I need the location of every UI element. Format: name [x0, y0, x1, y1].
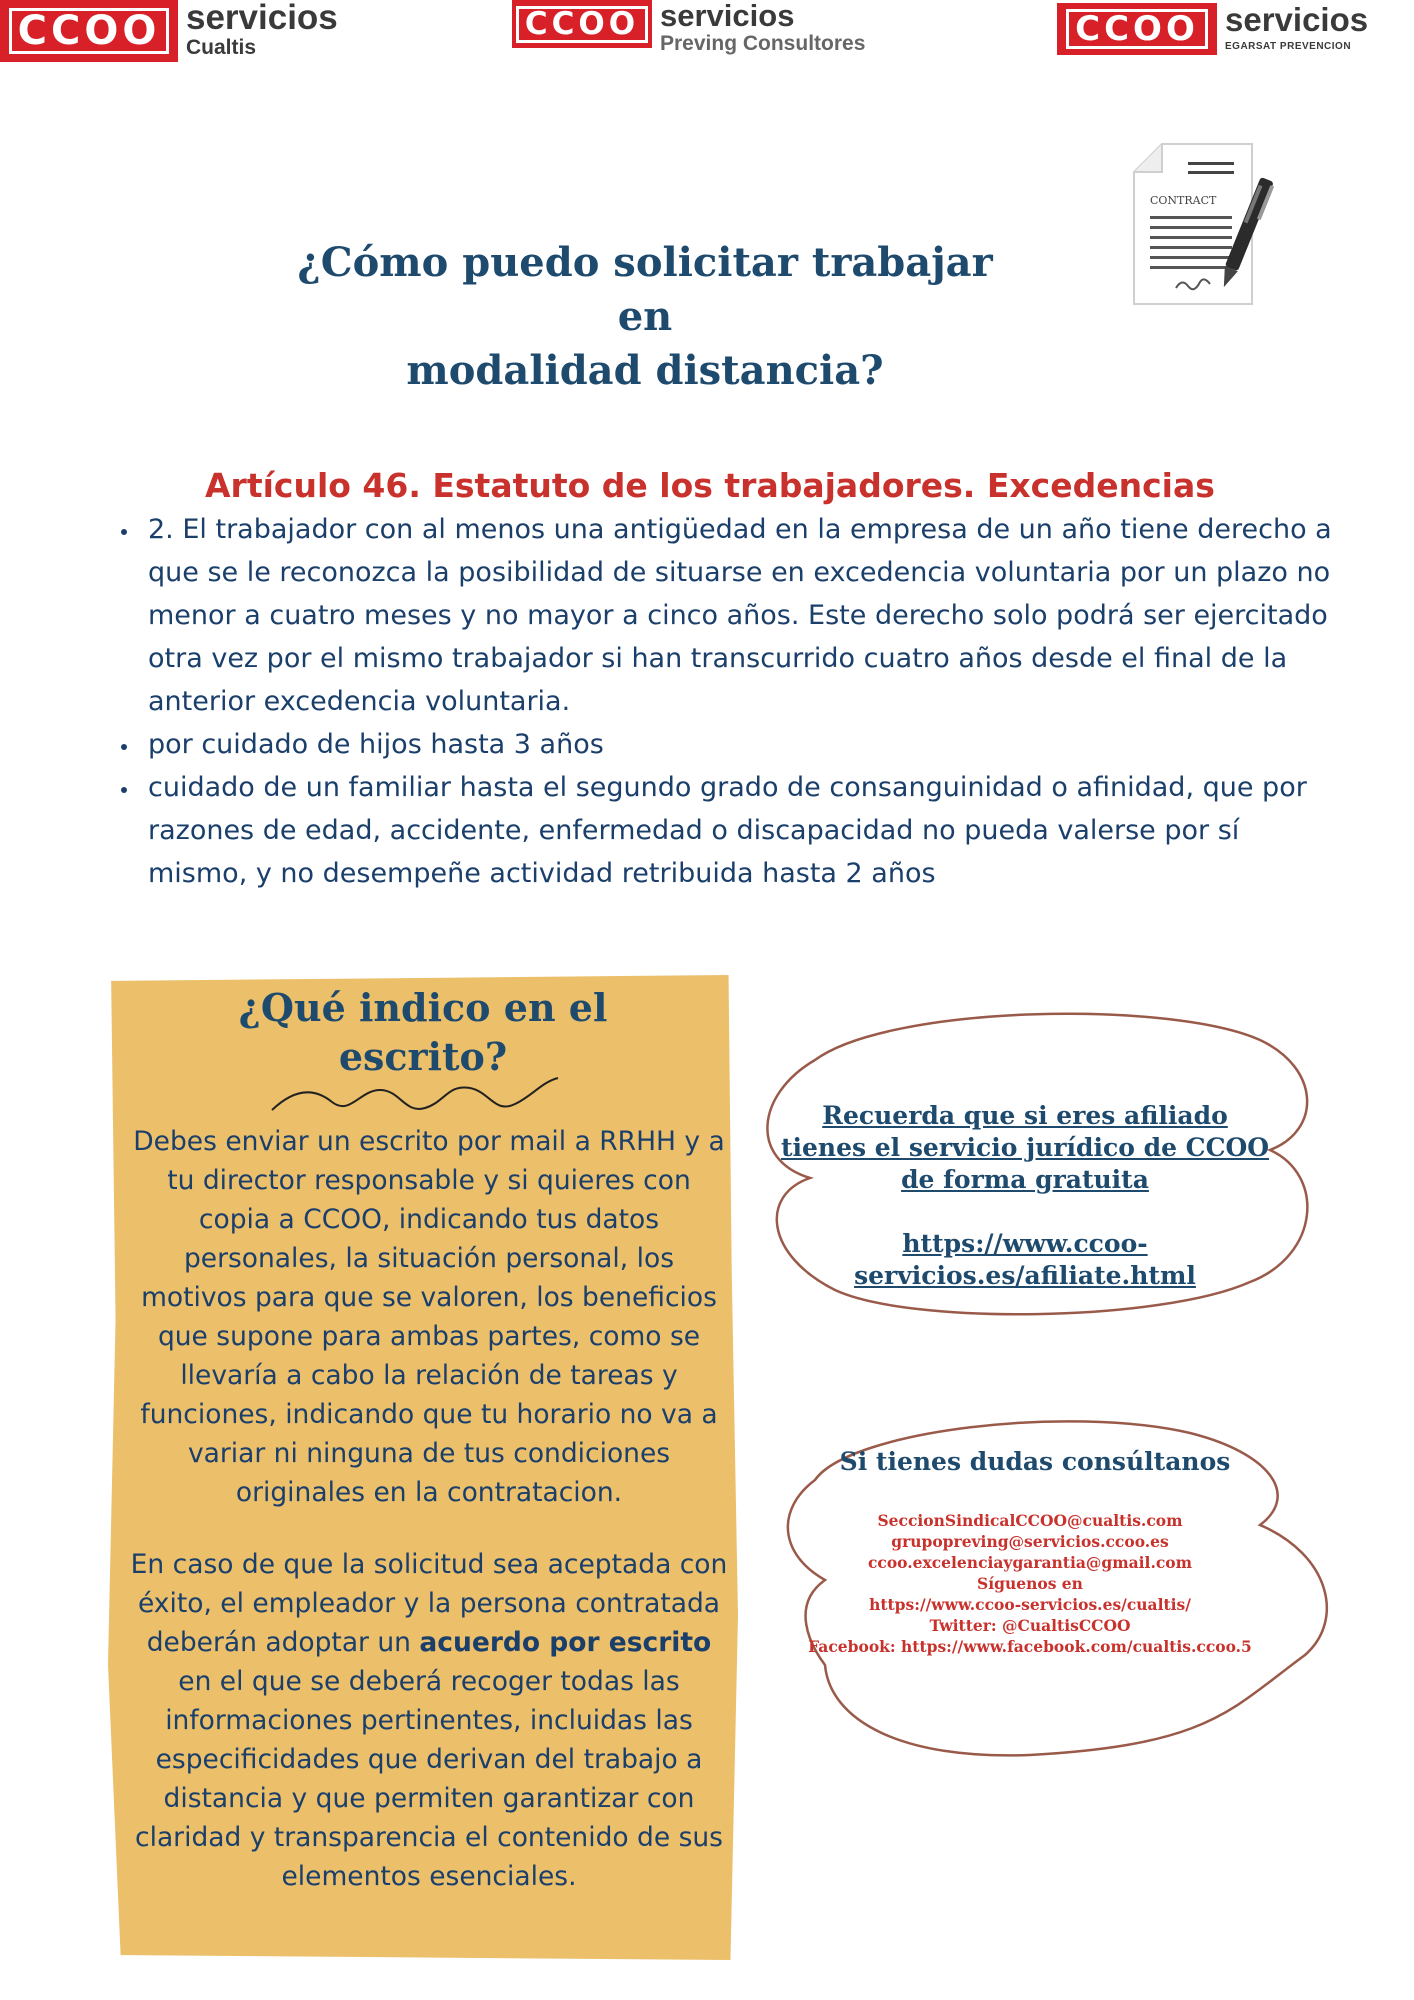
ccoo-logo-mark: CCOO	[512, 0, 652, 48]
contact-email[interactable]: ccoo.excelenciaygarantia@gmail.com	[867, 1553, 1193, 1572]
afiliate-link[interactable]: https://www.ccoo-servicios.es/afiliate.html	[854, 1229, 1196, 1290]
website-link[interactable]: https://www.ccoo-servicios.es/cualtis/	[869, 1595, 1191, 1614]
logo-preving	[512, 0, 865, 54]
list-item: • 2. El trabajador con al menos una antigüedad en la empresa de un año tiene derecho a que se le reconozca la posibilidad de situarse en excedencia voluntaria por un plazo no menor a cuatro meses y no mayor a cinco años. Este derecho solo podrá ser ejercitado otra vez por el mismo trabajador si han transcurrido cuatro años desde el final de la anterior excedencia voluntaria.	[140, 508, 1340, 723]
logo-servicios-text: servicios	[186, 0, 338, 37]
card-paragraph-1: Debes enviar un escrito por mail a RRHH y a tu director responsable y si quieres con copia a CCOO, indicando tus datos personales, la situación personal, los motivos para que se valoren, los beneficios que supone para ambas partes, como se llevaría a cabo la relación de tareas y funciones, indicando que tu horario no va a variar ni ninguna de tus condiciones originales en la contratacion.	[133, 1126, 725, 1508]
card-paragraph-2: En caso de que la solicitud sea aceptada con éxito, el empleador y la persona contratada deberán adoptar un acuerdo por escrito en el que se deberá recoger todas las informaciones pertinentes, incluidas las especificidades que derivan del trabajo a distancia y que permiten garantizar con claridad y transparencia el contenido de sus elementos esenciales.	[130, 1549, 728, 1892]
ccoo-logo-mark: CCOO	[1057, 3, 1217, 55]
page-title-line2: modalidad distancia?	[406, 347, 884, 394]
squiggle-decoration	[270, 1070, 560, 1120]
article-heading: Artículo 46. Estatuto de los trabajadores. Excedencias	[205, 466, 1215, 505]
page-title-line1: ¿Cómo puedo solicitar trabajar en	[297, 239, 993, 340]
logo-servicios-text: servicios	[1225, 1, 1369, 38]
logo-servicios-text: servicios	[660, 0, 795, 33]
list-item: • por cuidado de hijos hasta 3 años	[140, 723, 1340, 766]
card-title: ¿Qué indico en el escrito?	[238, 985, 608, 1079]
logo-cualtis	[0, 0, 338, 62]
logo-subtitle: EGARSAT PREVENCION	[1225, 41, 1352, 52]
twitter-handle[interactable]: Twitter: @CualtisCCOO	[929, 1616, 1131, 1635]
afiliate-bubble-text	[780, 1100, 1270, 1292]
follow-label: Síguenos en	[977, 1574, 1083, 1593]
afiliate-message: Recuerda que si eres afiliado tienes el servicio jurídico de CCOO de forma gratuita	[780, 1101, 1270, 1194]
list-item: • cuidado de un familiar hasta el segundo grado de consanguinidad o afinidad, que por razones de edad, accidente, enfermedad o discapacidad no pueda valerse por sí mismo, y no desempeñe actividad retribuida hasta 2 años	[140, 766, 1340, 895]
logo-egarsat	[1057, 3, 1368, 55]
contract-label: CONTRACT	[1150, 194, 1217, 207]
logo-subtitle: Cualtis	[186, 36, 257, 59]
article-bullet-list	[108, 508, 1340, 895]
page-title	[270, 236, 1020, 398]
contract-icon	[1128, 140, 1284, 310]
contact-email[interactable]: SeccionSindicalCCOO@cualtis.com	[877, 1511, 1183, 1530]
consult-title: Si tienes dudas consúltanos	[839, 1447, 1231, 1476]
logo-subtitle: Preving Consultores	[660, 32, 866, 55]
facebook-link[interactable]: Facebook: https://www.facebook.com/cualtis.ccoo.5	[808, 1637, 1252, 1656]
ccoo-logo-mark: CCOO	[0, 0, 178, 62]
contact-list	[800, 1510, 1260, 1657]
card-bold-text: acuerdo por escrito	[419, 1627, 712, 1658]
contact-email[interactable]: grupopreving@servicios.ccoo.es	[891, 1532, 1169, 1551]
